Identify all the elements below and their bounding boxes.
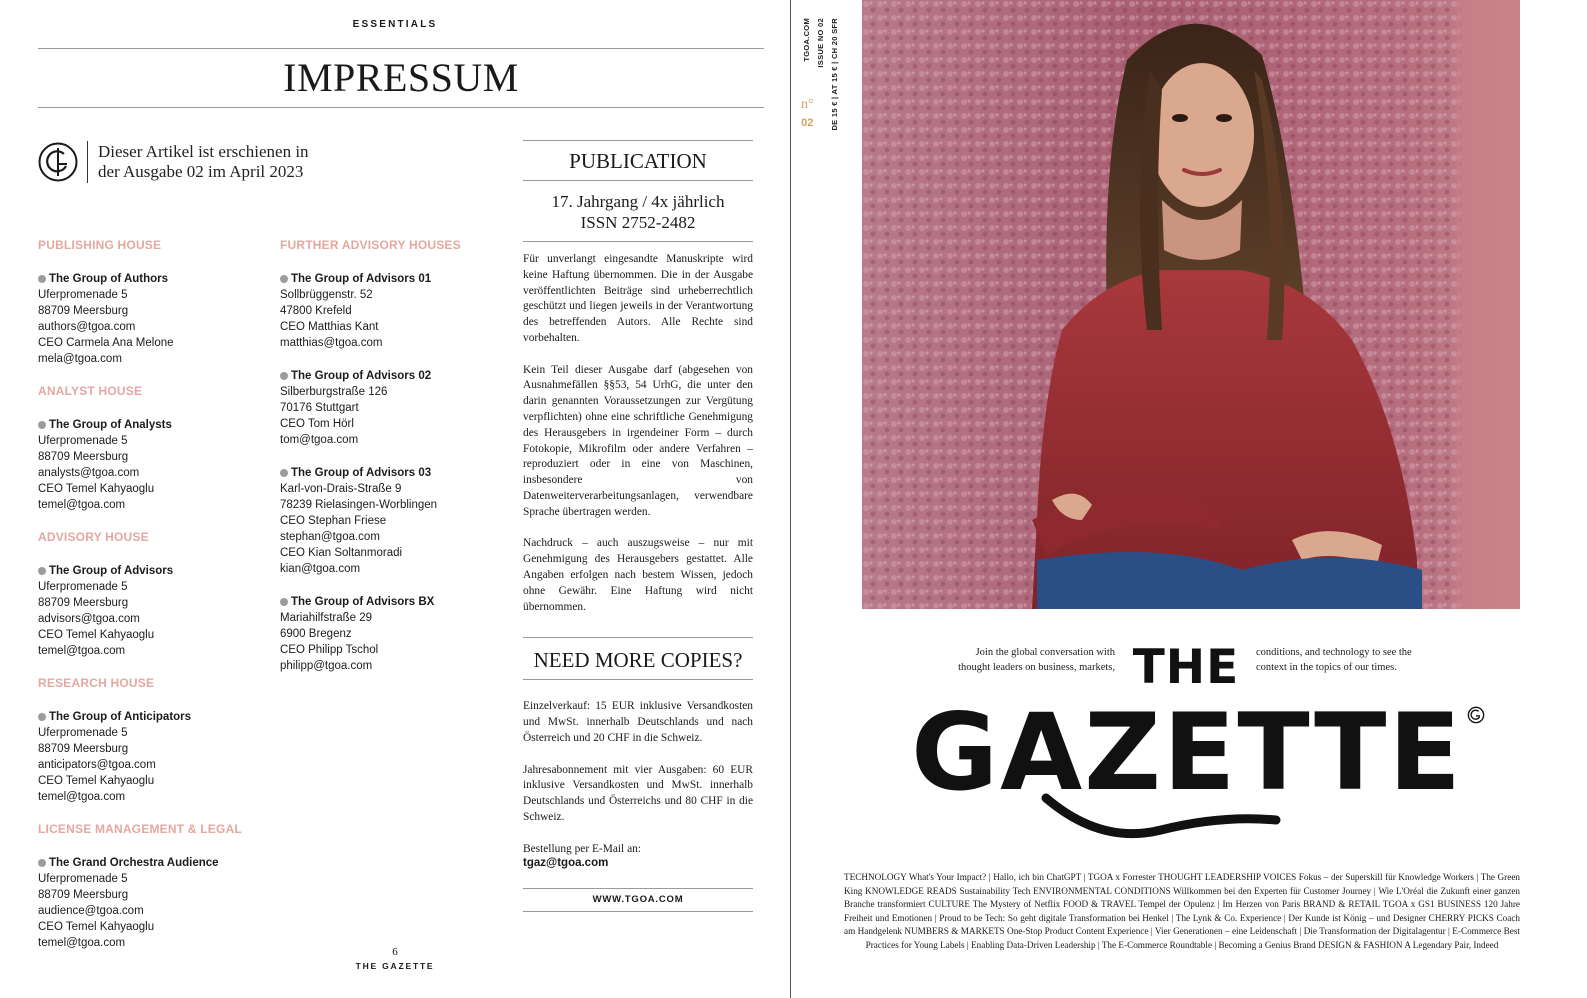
houses-column-2 (280, 238, 520, 691)
copies-bottom-rule (523, 679, 753, 680)
house-entry: The Grand Orchestra Audience Uferpromenade 5 88709 Meersburg audience@tgoa.com CEO Temel Kahyaoglu temel@tgoa.com (38, 855, 278, 951)
email-link[interactable]: stephan@tgoa.com (280, 531, 380, 543)
publication-heading: PUBLICATION (569, 149, 707, 173)
article-note (38, 141, 309, 183)
order-label: Bestellung per E-Mail an: (523, 842, 641, 855)
house-entry: The Group of Analysts Uferpromenade 5 88709 Meersburg analysts@tgoa.com CEO Temel Kahyaoglu temel@tgoa.com (38, 417, 278, 513)
email-link[interactable]: mela@tgoa.com (38, 353, 122, 365)
bullet-icon (280, 469, 288, 477)
title-bottom-rule (38, 107, 764, 108)
email-link[interactable]: advisors@tgoa.com (38, 613, 140, 625)
house-entry: The Group of Authors Uferpromenade 5 88709 Meersburg authors@tgoa.com CEO Carmela Ana Melone mela@tgoa.com (38, 271, 278, 367)
cover-tagline-left: Join the global conversation with thought leaders on business, markets, (958, 647, 1115, 673)
publication-paragraph: Für unverlangt eingesandte Manuskripte wird keine Haftung übernommen. Die in der Ausgabe veröffentlichten Beiträge sind urheberrechtlich geschützt und liegen jeweils in der Verantwortung des betreffenden Autors. Alle Rechte sind vorbehalten. (523, 253, 753, 344)
tgoa-logo-icon (38, 142, 78, 182)
note-divider (87, 141, 88, 183)
further-advisory-heading: FURTHER ADVISORY HOUSES (280, 238, 461, 252)
bullet-icon (38, 567, 46, 575)
cover-tagline-right: conditions, and technology to see the context in the topics of our times. (1256, 647, 1412, 673)
title-top-rule (38, 48, 764, 49)
tgoa-logo-icon (1467, 706, 1485, 724)
masthead-gazette: GAZETTE (911, 691, 1463, 814)
publication-info: 17. Jahrgang / 4x jährlich ISSN 2752-2482 (551, 192, 725, 232)
publication-paragraph: Kein Teil dieser Ausgabe darf (abgesehen von Ausnahmefällen §§53, 54 UrhG, die unter den darin genannten Voraussetzungen zur Vergütung verpflichten) ohne eine schriftliche Genehmigung des Herausgebers in irgendeiner Form – durch Fotokopie, Mikrofilm oder andere Verfahren – reproduziert oder in eine von Maschinen, insbesondere von Datenweiterverarbeitungsanlagen, verwendbare Sprache übertragen werden. (523, 363, 753, 518)
house-entry: The Group of Advisors 02 Silberburgstraße 126 70176 Stuttgart CEO Tom Hörl tom@tgoa.com (280, 368, 520, 448)
email-link[interactable]: authors@tgoa.com (38, 321, 136, 333)
copies-paragraph: Einzelverkauf: 15 EUR inklusive Versandkosten und MwSt. innerhalb Deutschlands und nach Österreich und 20 CHF in die Schweiz. (523, 700, 753, 744)
email-link[interactable]: tom@tgoa.com (280, 434, 359, 446)
bullet-icon (38, 275, 46, 283)
house-entry: The Group of Advisors 03 Karl-von-Drais-Straße 9 78239 Rielasingen-Worblingen CEO Stephan Friese stephan@tgoa.com CEO Kian Soltanmoradi kian@tgoa.com (280, 465, 520, 577)
research-house-heading: RESEARCH HOUSE (38, 676, 155, 690)
page-number: 6 (392, 946, 398, 958)
analyst-house-heading: ANALYST HOUSE (38, 384, 143, 398)
email-link[interactable]: philipp@tgoa.com (280, 660, 373, 672)
email-link[interactable]: temel@tgoa.com (38, 937, 126, 949)
vertical-site: TGOA.COM (802, 18, 811, 62)
license-heading: LICENSE MANAGEMENT & LEGAL (38, 822, 242, 836)
cover-photo (862, 0, 1520, 609)
email-link[interactable]: temel@tgoa.com (38, 791, 126, 803)
masthead-swash-icon (1041, 790, 1281, 850)
publication-column (523, 140, 753, 912)
email-link[interactable]: temel@tgoa.com (38, 499, 126, 511)
page-title: IMPRESSUM (283, 55, 519, 100)
publication-bottom-rule (523, 241, 753, 242)
copies-heading: NEED MORE COPIES? (533, 648, 743, 673)
page-footer: THE GAZETTE (355, 961, 435, 971)
email-link[interactable]: analysts@tgoa.com (38, 467, 140, 479)
bullet-icon (280, 598, 288, 606)
vertical-price: DE 15 € | AT 15 € | CH 20 SFR (830, 18, 839, 131)
issue-number-badge: n° 02 (801, 97, 814, 129)
copies-paragraph: Jahresabonnement mit vier Ausgaben: 60 EUR inklusive Versandkosten und MwSt. innerhalb Deutschlands und Österreichs und 80 CHF in die Schweiz. (523, 763, 753, 823)
email-link[interactable]: kian@tgoa.com (280, 563, 361, 575)
website-link[interactable]: WWW.TGOA.COM (592, 894, 684, 906)
email-link[interactable]: temel@tgoa.com (38, 645, 126, 657)
bullet-icon (280, 372, 288, 380)
order-email-link[interactable]: tgaz@tgoa.com (523, 857, 609, 870)
house-entry: The Group of Advisors BX Mariahilfstraße 29 6900 Bregenz CEO Philipp Tschol philipp@tgoa.com (280, 594, 520, 674)
bullet-icon (280, 275, 288, 283)
website-bottom-rule (523, 911, 753, 912)
section-label: ESSENTIALS (352, 19, 438, 30)
impressum-page (0, 0, 790, 998)
publishing-house-heading: PUBLISHING HOUSE (38, 238, 162, 252)
email-link[interactable]: anticipators@tgoa.com (38, 759, 156, 771)
email-link[interactable]: matthias@tgoa.com (280, 337, 383, 349)
cover-topics: TECHNOLOGY What's Your Impact? | Hallo, ich bin ChatGPT | TGOA x Forrester THOUGHT LEADERSHIP VOICES Fokus – der Superskill für Knowledge Workers | The Green King KNOWLEDGE READS Sustainability Tech ENVIRONMENTAL CONDITIONS Willkommen bei den Experten für Customer Journey | Wie L'Oréal die Zukunft einer ganzen Branche transformiert CULTURE The Mystery of Netflix FOOD & TRAVEL Tempel der Opulenz | Im Herzen von Paris BRAND & RETAIL TGOA x GS1 BUSINESS 120 Jahre Freiheit und Emotionen | Proud to be Tech: So geht digitale Transformation bei Henkel | The Lynk & Co. Experience | Der Kunde ist König – und Designer CHERRY PICKS Coach am Handgelenk NUMBERS & MARKETS One-Stop Product Content Experience | Vier Generationen – eine Leidenschaft | Die Transformation der Digitalagentur | E-Commerce Best Practices for Young Labels | Enabling Data-Driven Leadership | The E-Commerce Roundtable | Becoming a Genius Brand DESIGN & FASHION A Legendary Pair, Indeed (844, 872, 1520, 950)
magazine-cover (791, 0, 1587, 998)
bullet-icon (38, 859, 46, 867)
house-entry: The Group of Advisors Uferpromenade 5 88709 Meersburg advisors@tgoa.com CEO Temel Kahyaoglu temel@tgoa.com (38, 563, 278, 659)
publication-paragraph: Nachdruck – auch auszugsweise – nur mit Genehmigung des Herausgebers gestattet. Alle Angaben erfolgen nach bestem Wissen, jedoch ohne Gewähr. Eine Haftung wird nicht übernommen. (523, 537, 753, 613)
cover-portrait-image (862, 0, 1520, 609)
house-entry: The Group of Anticipators Uferpromenade 5 88709 Meersburg anticipators@tgoa.com CEO Temel Kahyaoglu temel@tgoa.com (38, 709, 278, 805)
article-note-text: Dieser Artikel ist erschienen in der Ausgabe 02 im April 2023 (98, 142, 309, 181)
advisory-house-heading: ADVISORY HOUSE (38, 530, 149, 544)
house-entry: The Group of Advisors 01 Sollbrüggenstr. 52 47800 Krefeld CEO Matthias Kant matthias@tgoa.com (280, 271, 520, 351)
bullet-icon (38, 421, 46, 429)
email-link[interactable]: audience@tgoa.com (38, 905, 144, 917)
bullet-icon (38, 713, 46, 721)
masthead-the: THE (1132, 640, 1240, 695)
vertical-issue: ISSUE NO 02 (816, 18, 825, 68)
houses-column-1 (38, 238, 278, 968)
